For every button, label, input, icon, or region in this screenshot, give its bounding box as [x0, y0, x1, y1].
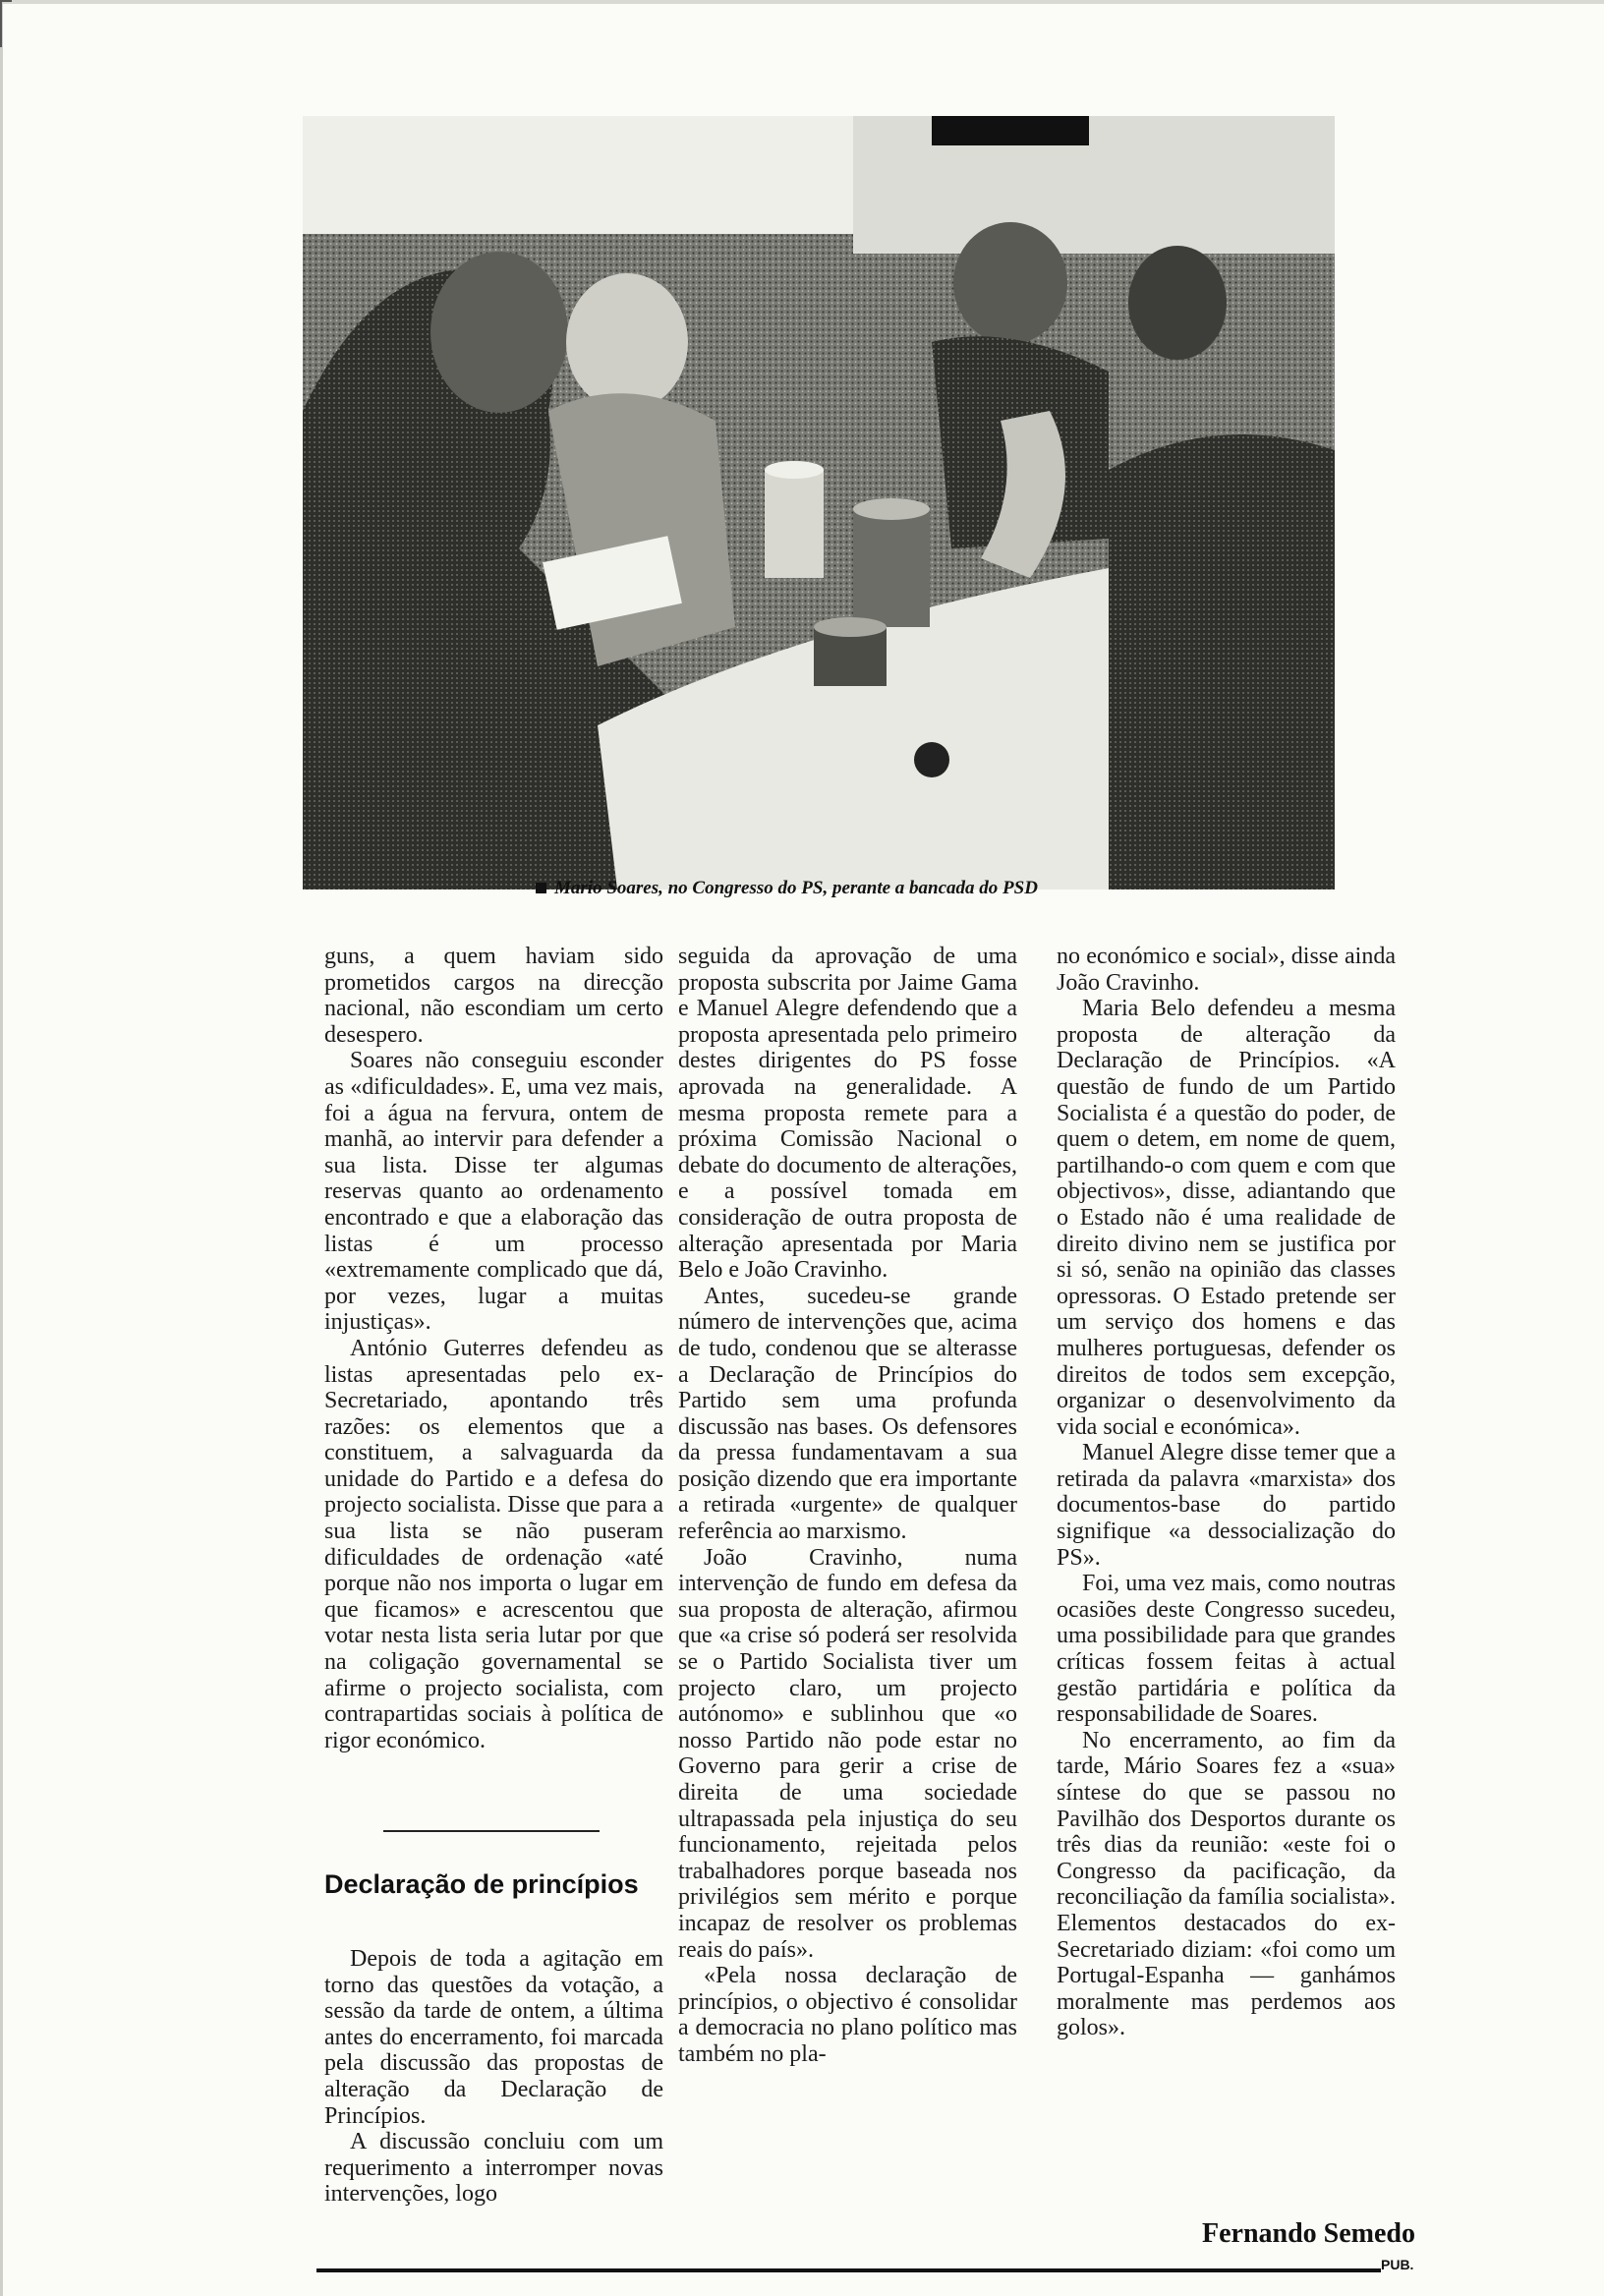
col3-paragraph: no económico e social», disse ainda João Cravinho.: [1057, 944, 1396, 996]
col3-paragraph: No encerramento, ao fim da tarde, Mário Soares fez a «sua» síntese do que se passou no Pavilhão dos Desportos durante os três dias da reunião: «este foi o Congresso da pacificação, da reconciliação da família socialista». Elementos destacados do ex-Secretariado diziam: «foi como um Portugal-Espanha — ganhámos moralmente mas perdemos aos golos».: [1057, 1727, 1396, 2041]
scan-edge-top: [0, 0, 1604, 4]
col1-section-paragraph: A discussão concluiu com um requerimento a interromper novas intervenções, logo: [324, 2129, 663, 2208]
col1-paragraph: Soares não conseguiu esconder as «dificuldades». E, uma vez mais, foi a água na fervura, ontem de manhã, ao intervir para defender a sua lista. Disse ter algumas reservas quanto ao ordenamento encontrado e que a elaboração das listas é um processo «extremamente complicado que dá, por vezes, lugar a muitas injustiças».: [324, 1048, 663, 1336]
bottom-rule: [316, 2268, 1381, 2272]
section-heading: Declaração de princípios: [324, 1869, 639, 1899]
col1-section-paragraph: Depois de toda a agitação em torno das questões da votação, a sessão da tarde de ontem, a última antes do encerramento, foi marcada pela discussão das propostas de alteração da Declaração de Princípios.: [324, 1946, 663, 2129]
photo-caption: [536, 875, 1243, 902]
col2-paragraph: João Cravinho, numa intervenção de fundo em defesa da sua proposta de alteração, afirmou que «a crise só poderá ser resolvida se o Partido Socialista tiver um projecto claro, um projecto autónomo» e sublinhou que «o nosso Partido não pode estar no Governo para gerir a crise de direita de uma sociedade ultrapassada pela injustiça do seu funcionamento, rejeitada pelos trabalhadores porque baseada nos privilégios sem mérito e porque incapaz de resolver os problemas reais do país».: [678, 1544, 1017, 1963]
caption-text: Mario Soares, no Congresso do PS, perante a bancada do PSD: [554, 878, 1038, 898]
col2-paragraph: Antes, sucedeu-se grande número de intervenções que, acima de tudo, condenou que se alterasse a Declaração de Princípios do Partido sem uma profunda discussão nas bases. Os defensores da pressa fundamentavam a sua posição dizendo que era importante a retirada «urgente» de qualquer referência ao marxismo.: [678, 1283, 1017, 1545]
section-divider: [383, 1830, 600, 1832]
col3-paragraph: Foi, uma vez mais, como noutras ocasiões deste Congresso sucedeu, uma possibilidade para que grandes críticas fossem feitas à actual gestão partidária e política da responsabilidade de Soares.: [1057, 1571, 1396, 1728]
article-column-2: [678, 944, 1017, 2068]
caption-bullet: [536, 883, 546, 893]
photo-illustration: [303, 116, 1335, 890]
col2-paragraph: «Pela nossa declaração de princípios, o objectivo é consolidar a democracia no plano político mas também no pla-: [678, 1963, 1017, 2067]
col2-paragraph: seguida da aprovação de uma proposta subscrita por Jaime Gama e Manuel Alegre defendendo que a proposta apresentada pelo primeiro destes dirigentes do PS fosse aprovada na generalidade. A mesma proposta remete para a próxima Comissão Nacional o debate do documento de alterações, e a possível tomada em consideração de outra proposta de alteração apresentada por Maria Belo e João Cravinho.: [678, 944, 1017, 1284]
col3-paragraph: Manuel Alegre disse temer que a retirada da palavra «marxista» dos documentos-base do partido signifique «a dessocialização do PS».: [1057, 1440, 1396, 1571]
pub-label: PUB.: [1381, 2257, 1414, 2272]
col1-paragraph: António Guterres defendeu as listas apresentadas pelo ex-Secretariado, apontando três razões: os elementos que a constituem, a salvaguarda da unidade do Partido e a defesa do projecto socialista. Disse que para a sua lista se não puseram dificuldades de ordenação «até porque não nos importa o lugar em que ficamos» e acrescentou que votar nesta lista seria lutar por que na coligação governamental se afirme o projecto socialista, com contrapartidas sociais à política de rigor económico.: [324, 1335, 663, 1753]
article-column-1: [324, 944, 663, 1753]
col1-paragraph: guns, a quem haviam sido prometidos cargos na direcção nacional, não escondiam um certo desespero.: [324, 944, 663, 1048]
article-column-3: [1057, 944, 1396, 2041]
col3-paragraph: Maria Belo defendeu a mesma proposta de alteração da Declaração de Princípios. «A questão de fundo de um Partido Socialista é a questão do poder, de quem o detem, em nome de quem, partilhando-o com quem e com que objectivos», disse, adiantando que o Estado não é uma realidade de direito divino nem se justifica por si só, senão na opinião das classes opressoras. O Estado pretende ser um serviço dos homens e das mulheres portuguesas, defender os direitos de todos sem excepção, organizar o desenvolvimento da vida social e económica».: [1057, 996, 1396, 1440]
article-column-1-section: [324, 1946, 663, 2208]
author-byline: Fernando Semedo: [1202, 2218, 1415, 2249]
scan-corner-mark: [0, 0, 12, 47]
news-photo: [303, 116, 1335, 890]
scan-edge-left: [0, 0, 3, 2296]
